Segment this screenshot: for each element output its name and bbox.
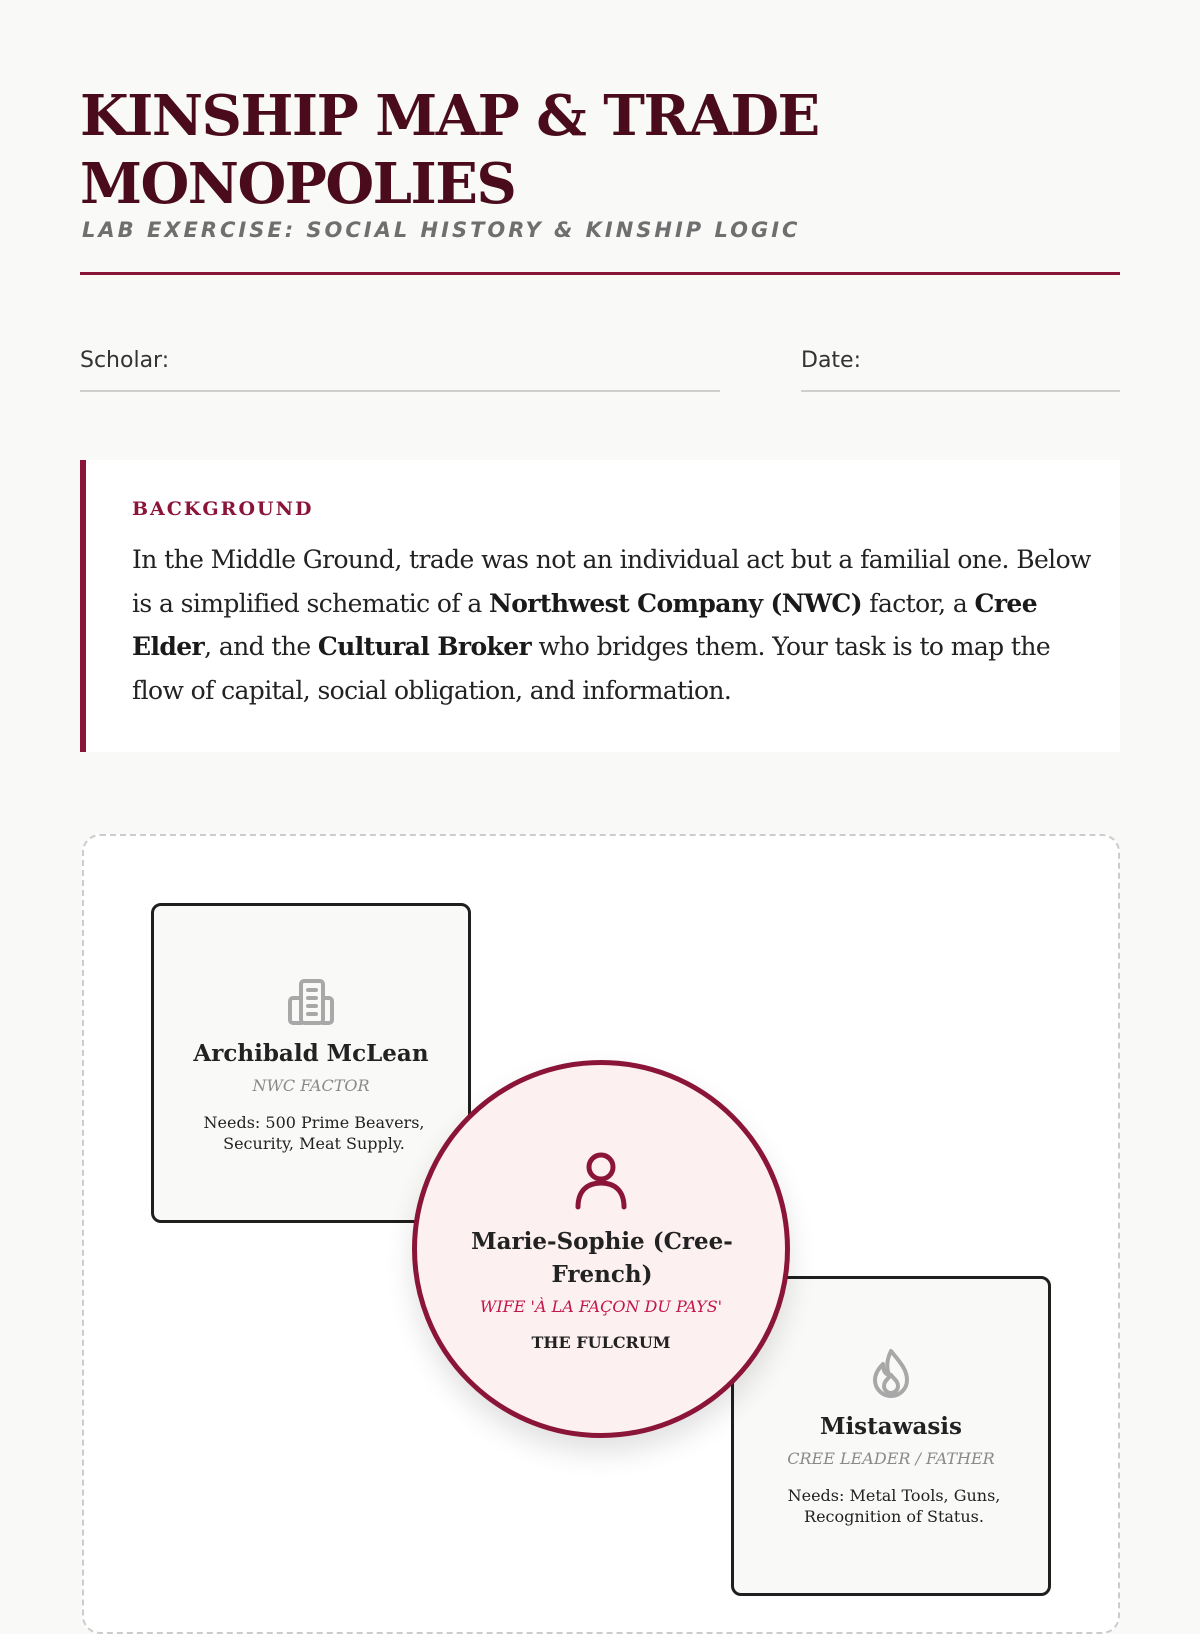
flame-icon	[734, 1347, 1048, 1399]
broker-node[interactable]	[412, 1060, 790, 1438]
page-subtitle: LAB EXERCISE: SOCIAL HISTORY & KINSHIP LOGIC	[82, 218, 801, 242]
elder-needs: Needs: Metal Tools, Guns, Recognition of Status.	[787, 1486, 1001, 1526]
scholar-label: Scholar:	[80, 348, 170, 373]
elder-name: Mistawasis	[819, 1413, 962, 1440]
broker-name: Marie-Sophie (Cree-French)	[471, 1228, 733, 1288]
nwc-term: Northwest Company (NWC)	[488, 588, 862, 618]
broker-role: WIFE 'À LA FAÇON DU PAYS'	[479, 1297, 723, 1316]
background-text: In the Middle Ground, trade was not an individual act but a familial one. Below is a simplified schematic of a Northwest Company (NWC) factor, a Cree Elder, and the Cultural Broker who bridges them. Your task is to map the flow of capital, social obligation, and information.	[132, 545, 1091, 705]
building-icon	[154, 976, 468, 1028]
background-heading: BACKGROUND	[132, 498, 314, 520]
broker-tag: THE FULCRUM	[531, 1333, 671, 1352]
date-label: Date:	[801, 348, 861, 373]
person-icon	[417, 1151, 785, 1211]
elder-node[interactable]	[731, 1276, 1051, 1596]
cree-elder-term: Cree Elder	[132, 588, 1037, 661]
factor-role: NWC FACTOR	[252, 1076, 370, 1095]
elder-role: CREE LEADER / FATHER	[787, 1449, 995, 1468]
page-title: KINSHIP MAP & TRADE MONOPOLIES	[80, 83, 819, 217]
cultural-broker-term: Cultural Broker	[317, 632, 532, 661]
factor-name: Archibald McLean	[193, 1040, 429, 1067]
factor-needs: Needs: 500 Prime Beavers, Security, Meat Supply.	[203, 1113, 425, 1153]
